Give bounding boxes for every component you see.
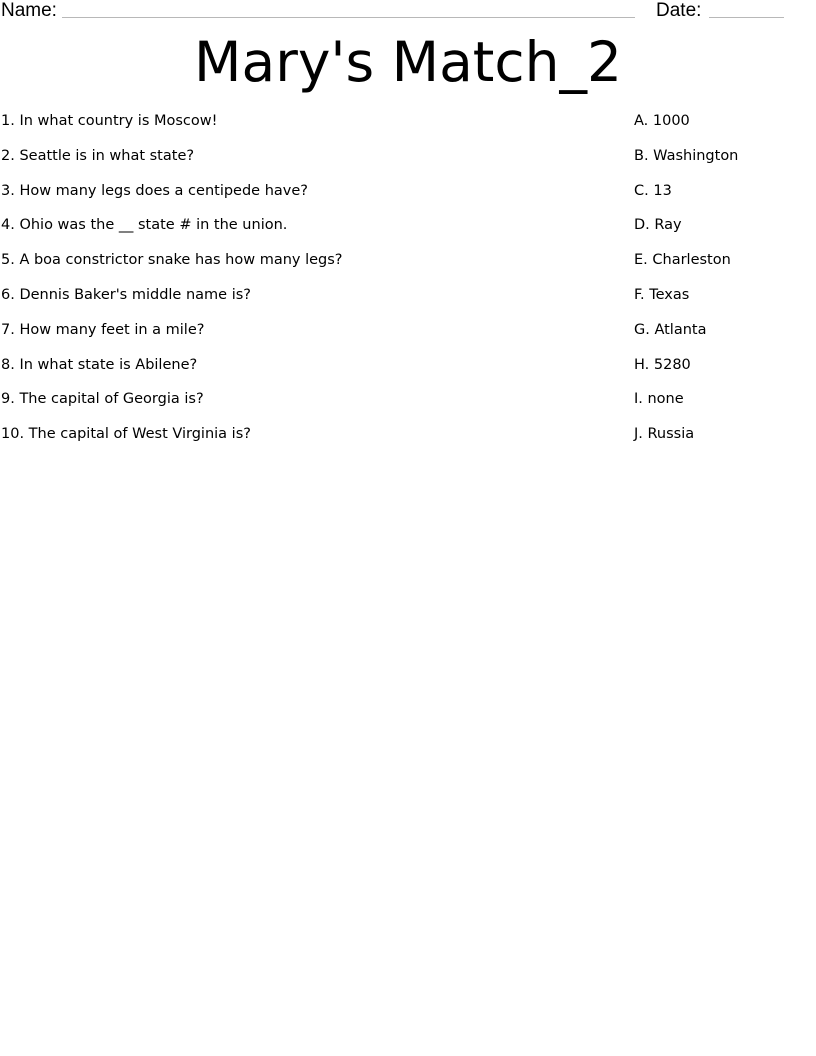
clue-item: 2. Seattle is in what state? xyxy=(1,147,195,164)
answer-item: E. Charleston xyxy=(634,252,731,269)
clue-item: 4. Ohio was the __ state # in the union. xyxy=(1,217,288,234)
answer-item: B. Washington xyxy=(634,147,739,164)
name-blank-line xyxy=(62,17,635,18)
date-label: Date: xyxy=(656,0,702,21)
answer-item: I. none xyxy=(634,391,684,408)
name-label: Name: xyxy=(1,0,57,21)
clue-item: 3. How many legs does a centipede have? xyxy=(1,182,308,199)
clue-item: 6. Dennis Baker's middle name is? xyxy=(1,286,251,303)
clue-item: 7. How many feet in a mile? xyxy=(1,321,205,338)
clue-item: 8. In what state is Abilene? xyxy=(1,356,198,373)
answer-item: J. Russia xyxy=(634,426,695,443)
answer-item: A. 1000 xyxy=(634,113,690,129)
worksheet-header xyxy=(0,0,816,24)
answer-item: G. Atlanta xyxy=(634,321,707,338)
page-title: Mary's Match_2 xyxy=(194,30,622,94)
clue-item: 1. In what country is Moscow! xyxy=(1,113,218,129)
clue-item: 10. The capital of West Virginia is? xyxy=(1,426,251,443)
clue-list xyxy=(1,111,601,459)
answer-item: D. Ray xyxy=(634,217,682,234)
answer-list xyxy=(634,111,814,459)
clue-item: 9. The capital of Georgia is? xyxy=(1,391,204,408)
answer-item: H. 5280 xyxy=(634,356,691,373)
clue-item: 5. A boa constrictor snake has how many legs? xyxy=(1,252,343,269)
date-blank-line xyxy=(709,17,784,18)
answer-item: F. Texas xyxy=(634,286,690,303)
answer-item: C. 13 xyxy=(634,182,672,199)
